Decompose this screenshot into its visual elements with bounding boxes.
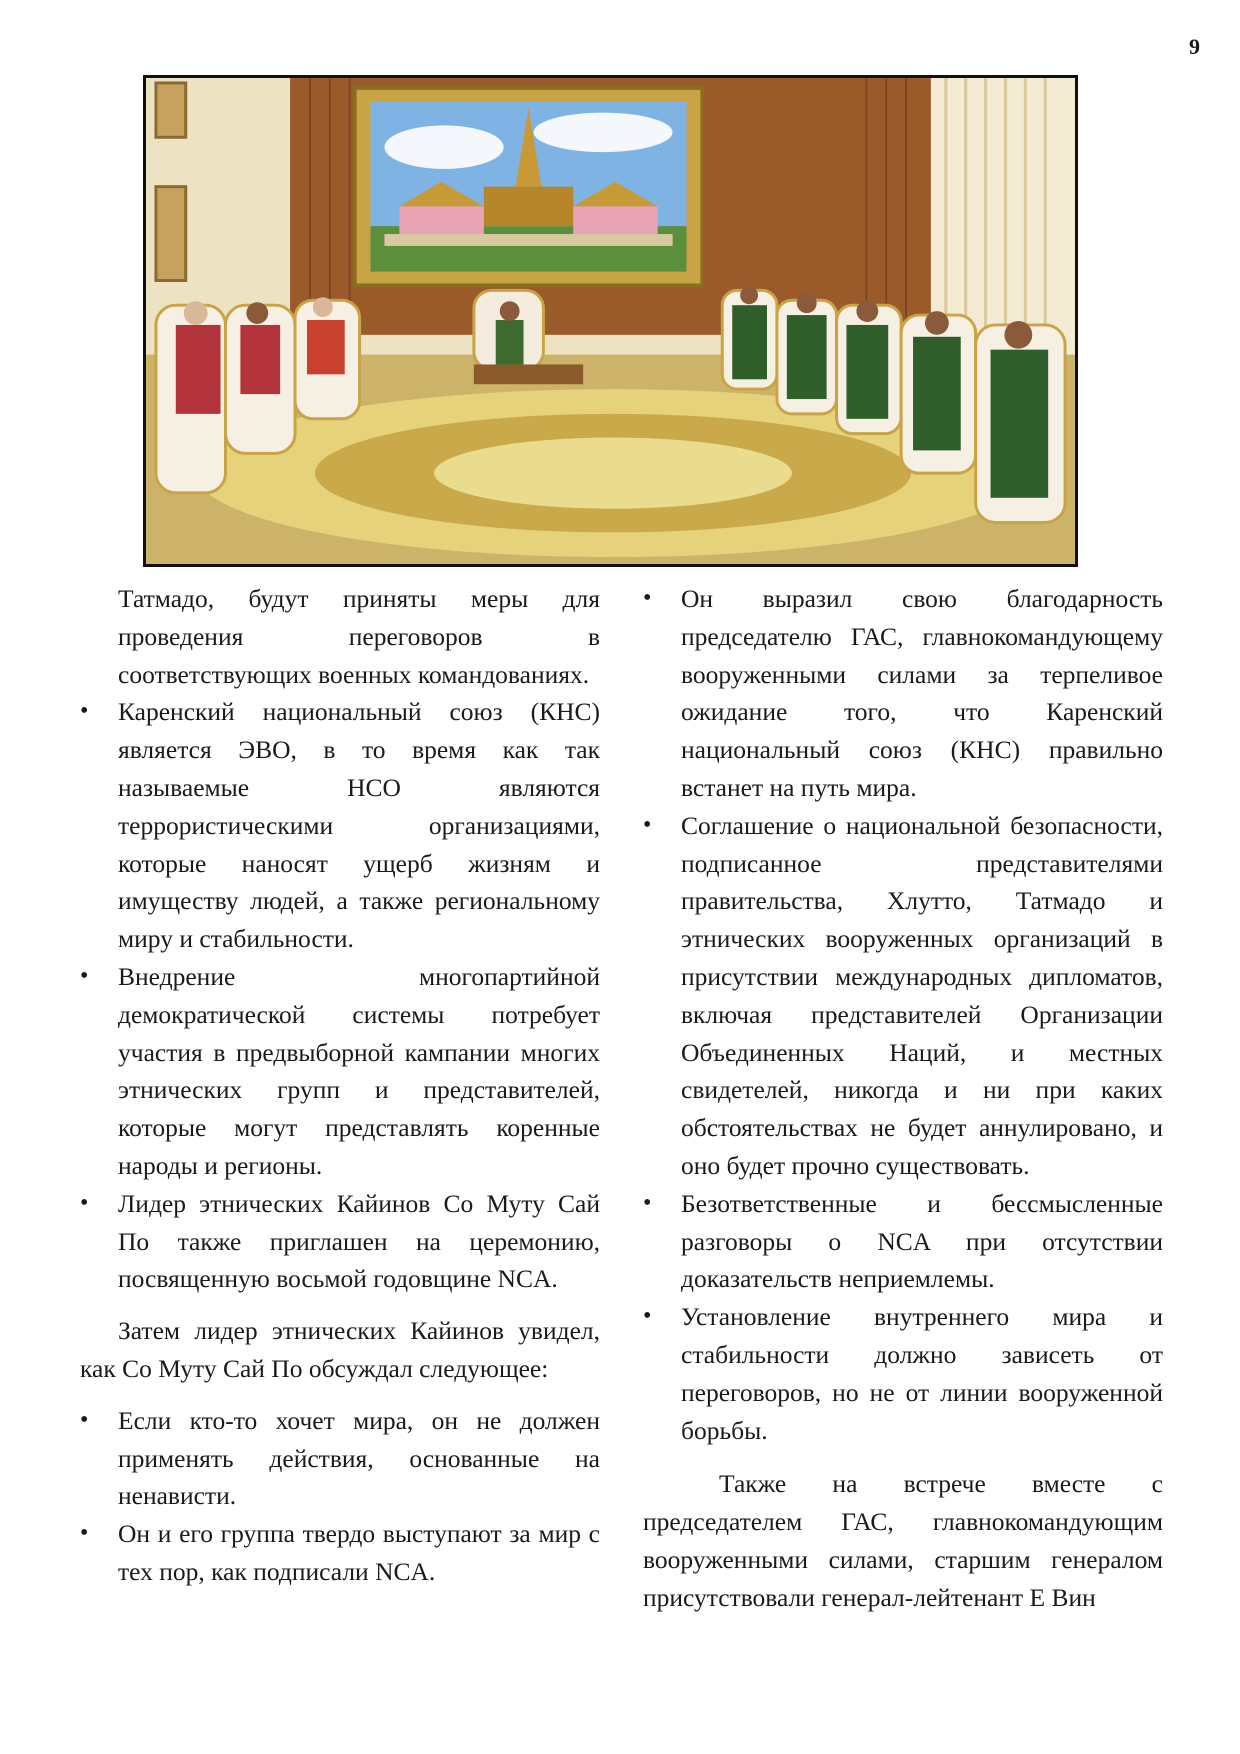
meeting-photo bbox=[143, 75, 1078, 567]
right-column bbox=[643, 580, 1163, 1617]
list-item: • Каренский национальный союз (КНС) является ЭВО, в то время как так называемые НСО являются террористическими организациями, которые наносят ущерб жизням и имуществу людей, а также региональному миру и стабильности. bbox=[80, 693, 600, 958]
closing-paragraph: Также на встрече вместе с председателем ГАС, главнокомандующим вооруженными силами, старшим генералом присутствовали генерал-лейтенант Е Вин bbox=[643, 1469, 1163, 1612]
intro-paragraph: Затем лидер этнических Кайинов увидел, как Со Муту Сай По обсуждал следующее: bbox=[80, 1316, 600, 1383]
list-item: • Он и его группа твердо выступают за мир с тех пор, как подписали NCA. bbox=[80, 1515, 600, 1591]
list-item: • Внедрение многопартийной демократической системы потребует участия в предвыборной кампании многих этнических групп и представителей, которые могут представлять коренные народы и регионы. bbox=[80, 958, 600, 1185]
meeting-photo-icon bbox=[146, 78, 1075, 564]
page-number: 9 bbox=[1189, 34, 1200, 59]
bullet-list-c bbox=[643, 580, 1163, 1449]
list-item: • Установление внутреннего мира и стабильности должно зависеть от переговоров, но не от линии вооруженной борьбы. bbox=[643, 1298, 1163, 1449]
list-item: • Соглашение о национальной безопасности, подписанное представителями правительства, Хлутто, Татмадо и этнических вооруженных организаций в присутствии международных дипломатов, включая представителей Организации Объединенных Наций, и местных свидетелей, никогда и ни при каких обстоятельствах не будет аннулировано, и оно будет прочно существовать. bbox=[643, 807, 1163, 1185]
list-item: • Безответственные и бессмысленные разговоры о NCA при отсутствии доказательств неприемлемы. bbox=[643, 1185, 1163, 1298]
list-item: • Если кто-то хочет мира, он не должен применять действия, основанные на ненависти. bbox=[80, 1402, 600, 1515]
list-item: • Он выразил свою благодарность председателю ГАС, главнокомандующему вооруженными силами за терпеливое ожидание того, что Каренский национальный союз (КНС) правильно встанет на путь мира. bbox=[643, 580, 1163, 807]
left-column bbox=[80, 580, 600, 1591]
continuation-text: Татмадо, будут приняты меры для проведения переговоров в соответствующих военных командованиях. bbox=[118, 584, 600, 689]
bullet-list-b bbox=[80, 1402, 600, 1591]
bullet-list-a bbox=[80, 693, 600, 1298]
list-item: • Лидер этнических Кайинов Со Муту Сай По также приглашен на церемонию, посвященную восьмой годовщине NCA. bbox=[80, 1185, 600, 1298]
